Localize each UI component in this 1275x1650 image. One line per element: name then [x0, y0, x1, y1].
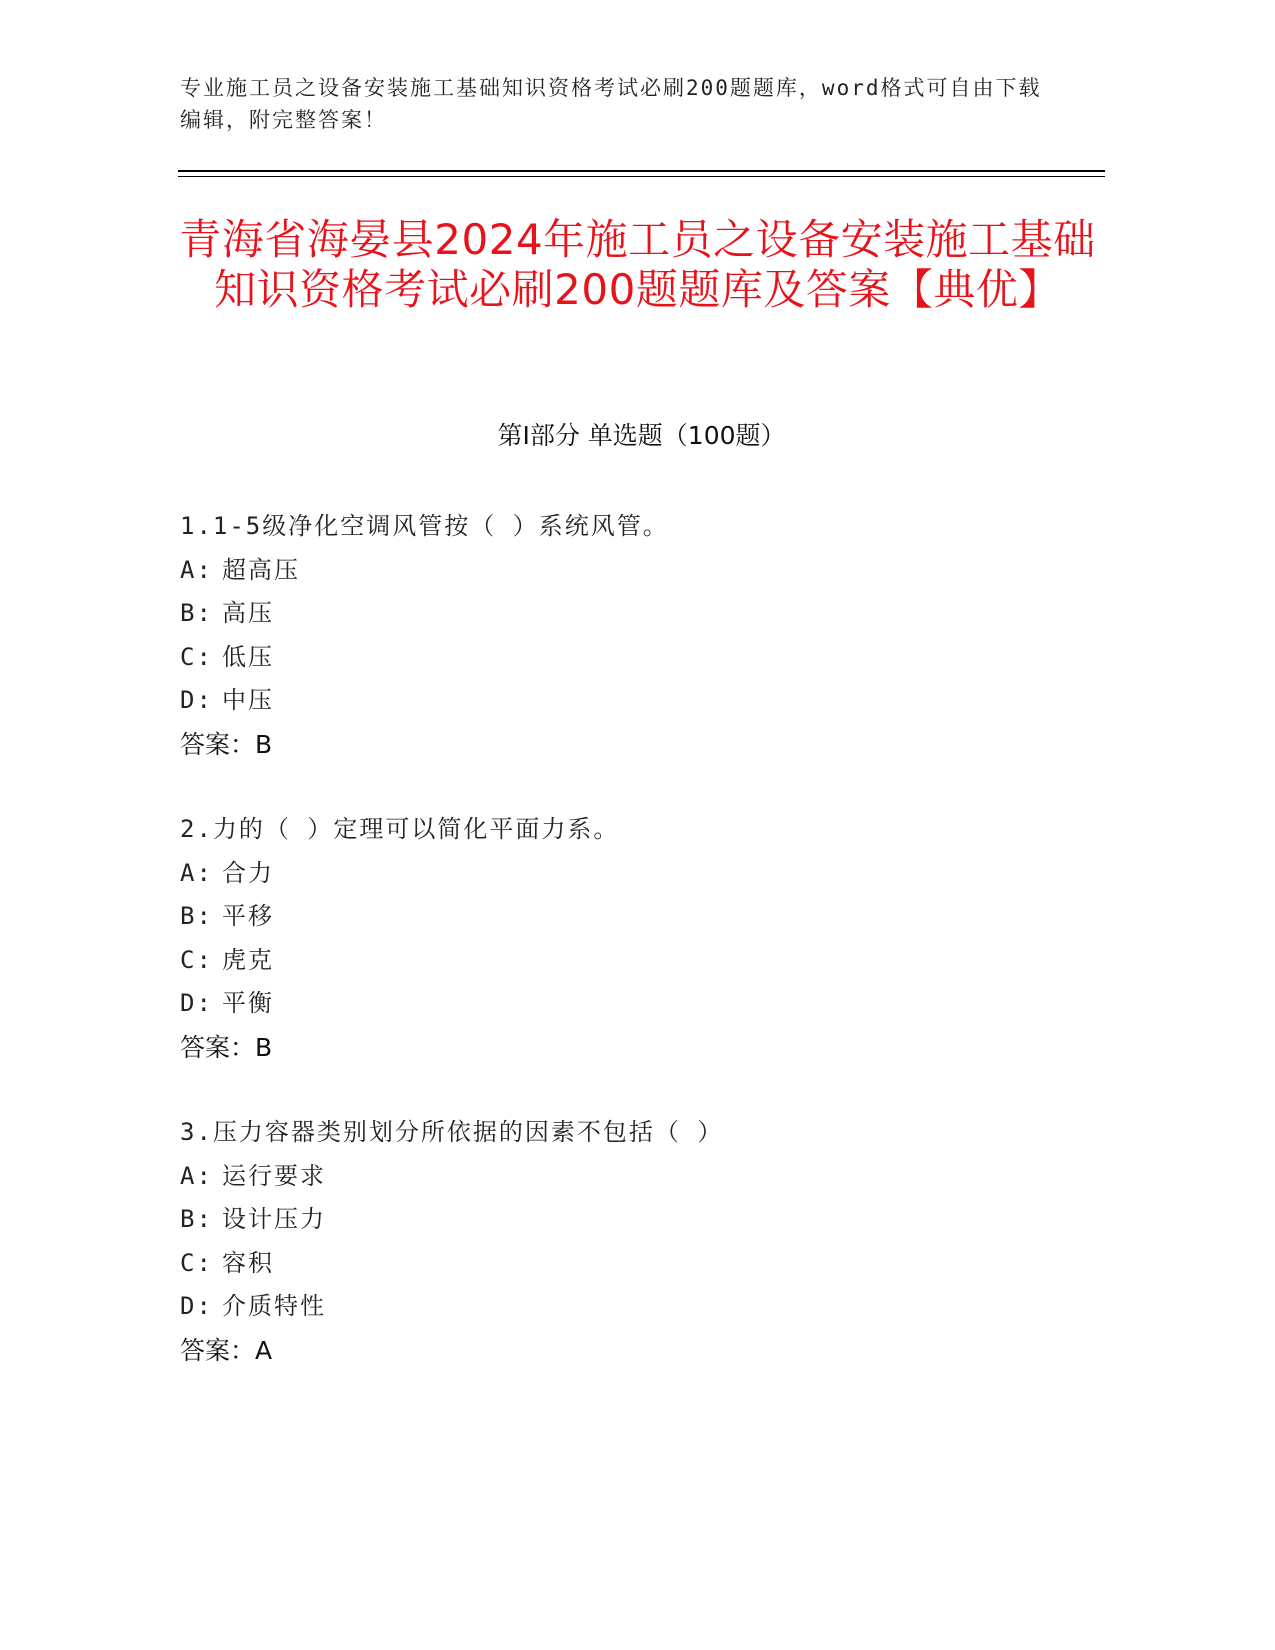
option-key: C: — [180, 1248, 213, 1277]
option-text: 超高压 — [222, 555, 300, 584]
option-text: 容积 — [222, 1248, 274, 1277]
option-key: B: — [180, 902, 213, 930]
option-text: 平衡 — [222, 989, 274, 1017]
question-stem: 1.1-5级净化空调风管按（ ）系统风管。 — [180, 512, 669, 540]
option-text: 设计压力 — [222, 1205, 326, 1233]
answer-value: A — [255, 1335, 273, 1365]
option-text: 低压 — [222, 642, 274, 671]
option-key: B: — [180, 599, 213, 627]
option-b — [180, 1198, 1105, 1242]
header-divider-thin — [178, 176, 1105, 177]
question-stem: 3.压力容器类别划分所依据的因素不包括（ ） — [180, 1118, 724, 1146]
option-c — [180, 1242, 1105, 1286]
option-a — [180, 852, 1105, 896]
answer-line — [180, 723, 1105, 767]
answer-value: B — [255, 1032, 273, 1062]
option-text: 虎克 — [222, 945, 274, 974]
option-text: 中压 — [222, 686, 274, 714]
question-stem: 2.力的（ ）定理可以简化平面力系。 — [180, 815, 620, 843]
option-key: C: — [180, 945, 213, 974]
option-key: C: — [180, 642, 213, 671]
answer-value: B — [255, 729, 273, 759]
answer-line — [180, 1026, 1105, 1070]
option-c — [180, 939, 1105, 983]
question-list — [180, 505, 1105, 1414]
question-item — [180, 505, 1105, 766]
option-key: A: — [180, 555, 213, 584]
option-a — [180, 1155, 1105, 1199]
option-d — [180, 1285, 1105, 1329]
option-a — [180, 549, 1105, 593]
option-text: 平移 — [222, 902, 274, 930]
option-key: D: — [180, 686, 213, 714]
answer-line — [180, 1329, 1105, 1373]
option-c — [180, 636, 1105, 680]
option-key: D: — [180, 1292, 213, 1320]
option-key: A: — [180, 1161, 213, 1190]
section-title: 第Ⅰ部分 单选题（100题） — [497, 421, 786, 450]
header-note: 专业施工员之设备安装施工基础知识资格考试必刷200题题库，word格式可自由下载编辑，附完整答案！ — [180, 76, 1042, 132]
option-text: 运行要求 — [222, 1161, 326, 1190]
question-item — [180, 808, 1105, 1069]
option-key: A: — [180, 858, 213, 887]
answer-label: 答案： — [180, 1032, 256, 1062]
header-divider-thick — [178, 170, 1105, 172]
option-text: 高压 — [222, 599, 274, 627]
option-b — [180, 895, 1105, 939]
answer-label: 答案： — [180, 729, 256, 759]
option-text: 合力 — [222, 858, 274, 887]
option-key: D: — [180, 989, 213, 1017]
question-item — [180, 1111, 1105, 1372]
option-text: 介质特性 — [222, 1292, 326, 1320]
option-d — [180, 982, 1105, 1026]
document-title: 青海省海晏县2024年施工员之设备安装施工基础知识资格考试必刷200题题库及答案【典优】 — [179, 215, 1096, 314]
answer-label: 答案： — [180, 1335, 256, 1365]
option-key: B: — [180, 1205, 213, 1233]
option-d — [180, 679, 1105, 723]
option-b — [180, 592, 1105, 636]
